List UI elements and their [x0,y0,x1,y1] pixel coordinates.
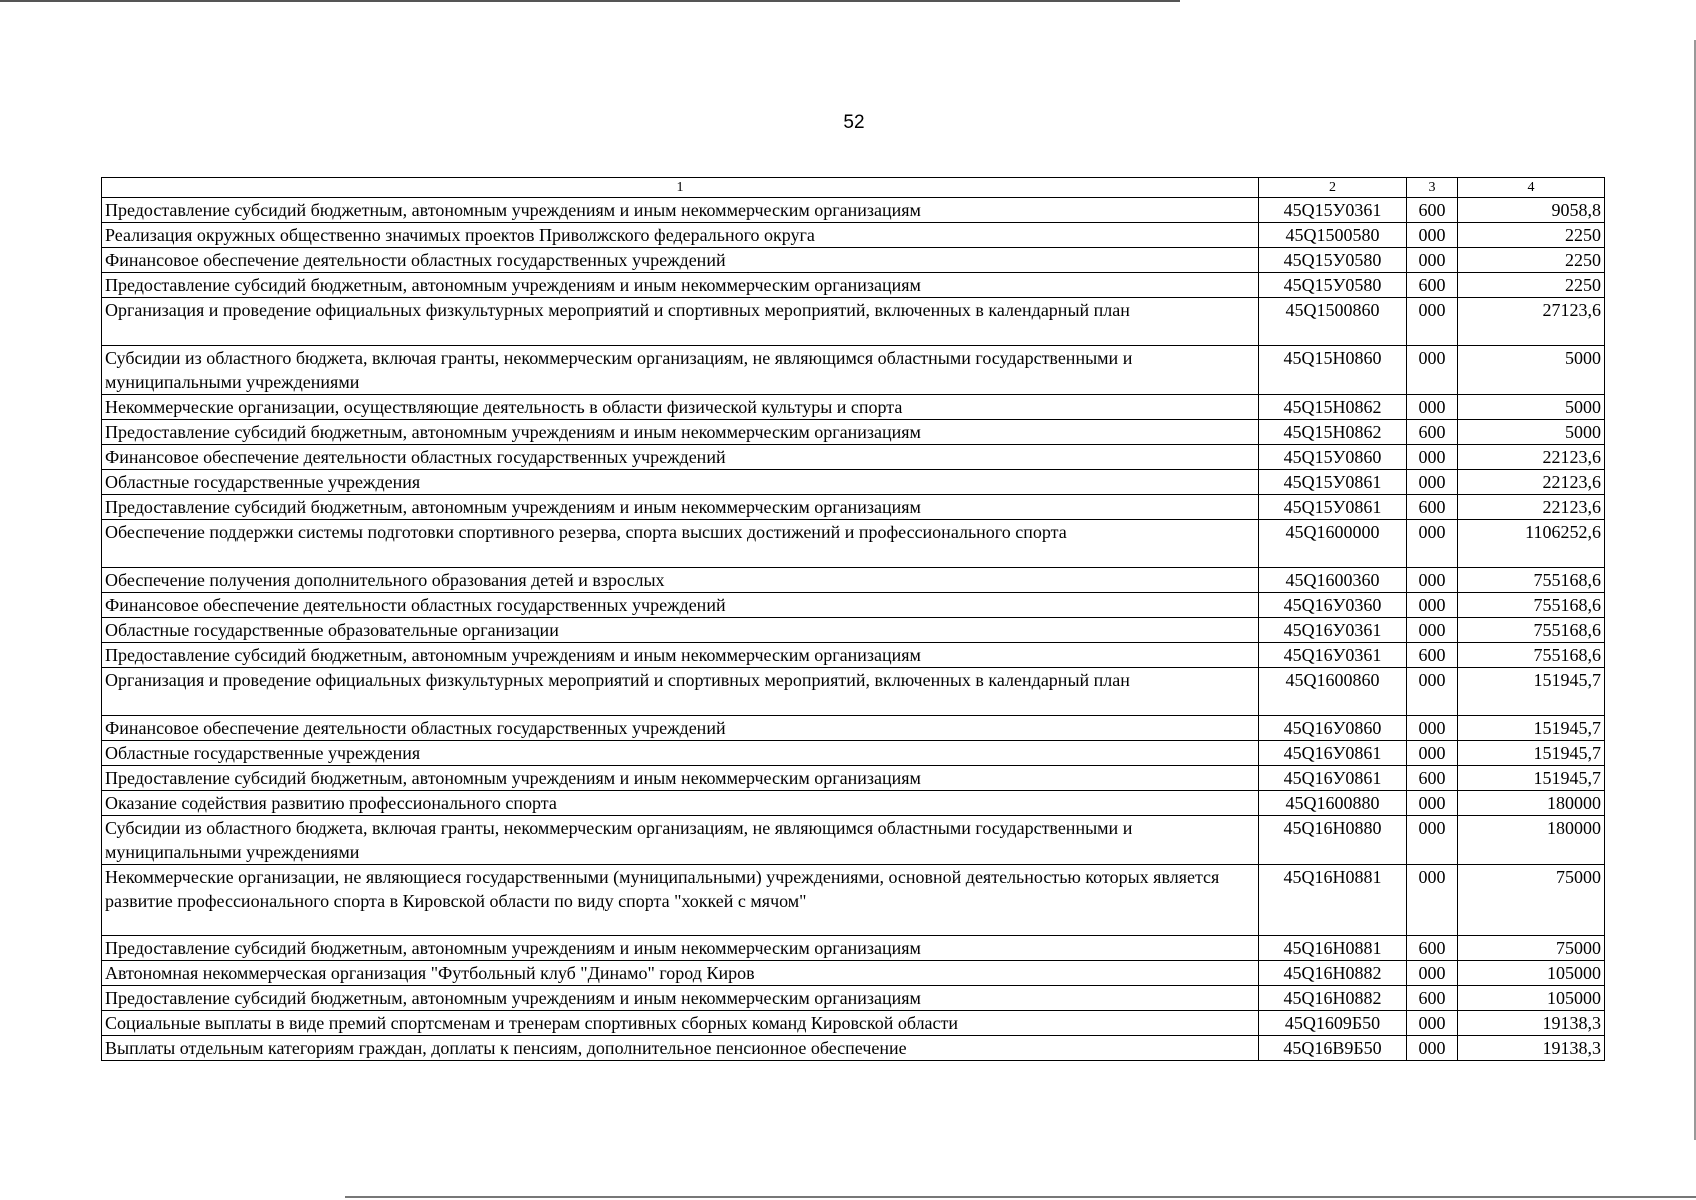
row-amount-cell: 151945,7 [1458,668,1605,716]
row-name-cell: Предоставление субсидий бюджетным, автономным учреждениям и иным некоммерческим организациям [102,198,1259,223]
row-kind-cell: 600 [1407,420,1458,445]
row-code-cell: 45Q16H0882 [1259,986,1407,1011]
row-code-cell: 45Q1500580 [1259,223,1407,248]
row-name-cell: Некоммерческие организации, осуществляющие деятельность в области физической культуры и спорта [102,395,1259,420]
row-name-cell: Некоммерческие организации, не являющиеся государственными (муниципальными) учреждениями, основной деятельностью которых является развитие профессионального спорта в Кировской области по виду спорта "хоккей с мячом" [102,865,1259,936]
row-kind-cell: 000 [1407,791,1458,816]
row-amount-cell: 151945,7 [1458,741,1605,766]
row-name-cell: Предоставление субсидий бюджетным, автономным учреждениям и иным некоммерческим организациям [102,643,1259,668]
page-number: 52 [843,112,865,133]
row-name-cell: Реализация окружных общественно значимых проектов Приволжского федерального округа [102,223,1259,248]
header-col-3: 3 [1407,178,1458,198]
row-kind-cell: 600 [1407,495,1458,520]
row-name-cell: Финансовое обеспечение деятельности областных государственных учреждений [102,445,1259,470]
row-amount-cell: 22123,6 [1458,495,1605,520]
table-row [102,273,1605,298]
row-name-cell: Финансовое обеспечение деятельности областных государственных учреждений [102,248,1259,273]
row-name-cell: Организация и проведение официальных физкультурных мероприятий и спортивных мероприятий, включенных в календарный план [102,298,1259,346]
table-row [102,1036,1605,1061]
row-name-cell: Предоставление субсидий бюджетным, автономным учреждениям и иным некоммерческим организациям [102,273,1259,298]
table-row [102,766,1605,791]
table-header-row [102,178,1605,198]
row-amount-cell: 5000 [1458,346,1605,395]
row-amount-cell: 19138,3 [1458,1011,1605,1036]
header-col-1: 1 [102,178,1259,198]
row-code-cell: 45Q1600360 [1259,568,1407,593]
row-kind-cell: 000 [1407,1036,1458,1061]
row-code-cell: 45Q15H0862 [1259,395,1407,420]
row-name-cell: Предоставление субсидий бюджетным, автономным учреждениям и иным некоммерческим организациям [102,986,1259,1011]
row-amount-cell: 105000 [1458,961,1605,986]
row-amount-cell: 19138,3 [1458,1036,1605,1061]
row-kind-cell: 000 [1407,716,1458,741]
table-row [102,346,1605,395]
table-row [102,593,1605,618]
row-code-cell: 45Q15У0580 [1259,273,1407,298]
row-kind-cell: 000 [1407,1011,1458,1036]
table-row [102,643,1605,668]
row-code-cell: 45Q16У0361 [1259,618,1407,643]
row-name-cell: Финансовое обеспечение деятельности областных государственных учреждений [102,716,1259,741]
row-code-cell: 45Q16H0880 [1259,816,1407,865]
table-row [102,716,1605,741]
row-amount-cell: 9058,8 [1458,198,1605,223]
table-row [102,470,1605,495]
scan-edge-bottom [345,1196,1696,1198]
row-name-cell: Субсидии из областного бюджета, включая гранты, некоммерческим организациям, не являющимся областными государственными и муниципальными учреждениями [102,346,1259,395]
row-amount-cell: 105000 [1458,986,1605,1011]
row-kind-cell: 000 [1407,865,1458,936]
table-row [102,618,1605,643]
row-kind-cell: 000 [1407,961,1458,986]
row-kind-cell: 000 [1407,593,1458,618]
table-row [102,223,1605,248]
budget-table [101,177,1605,1061]
row-code-cell: 45Q1600880 [1259,791,1407,816]
row-kind-cell: 600 [1407,198,1458,223]
row-name-cell: Обеспечение поддержки системы подготовки спортивного резерва, спорта высших достижений и профессионального спорта [102,520,1259,568]
row-code-cell: 45Q16У0861 [1259,766,1407,791]
row-code-cell: 45Q16H0881 [1259,865,1407,936]
row-amount-cell: 75000 [1458,865,1605,936]
table-row [102,986,1605,1011]
row-amount-cell: 755168,6 [1458,618,1605,643]
row-code-cell: 45Q16В9Б50 [1259,1036,1407,1061]
row-amount-cell: 5000 [1458,420,1605,445]
header-col-2: 2 [1259,178,1407,198]
row-amount-cell: 5000 [1458,395,1605,420]
row-name-cell: Субсидии из областного бюджета, включая гранты, некоммерческим организациям, не являющимся областными государственными и муниципальными учреждениями [102,816,1259,865]
row-kind-cell: 000 [1407,741,1458,766]
row-name-cell: Предоставление субсидий бюджетным, автономным учреждениям и иным некоммерческим организациям [102,936,1259,961]
row-name-cell: Выплаты отдельным категориям граждан, доплаты к пенсиям, дополнительное пенсионное обеспечение [102,1036,1259,1061]
row-name-cell: Областные государственные учреждения [102,741,1259,766]
scan-edge-top [0,0,1180,2]
row-code-cell: 45Q1609Б50 [1259,1011,1407,1036]
row-name-cell: Обеспечение получения дополнительного образования детей и взрослых [102,568,1259,593]
row-code-cell: 45Q16У0360 [1259,593,1407,618]
row-kind-cell: 600 [1407,273,1458,298]
row-name-cell: Предоставление субсидий бюджетным, автономным учреждениям и иным некоммерческим организациям [102,420,1259,445]
table-row [102,741,1605,766]
row-amount-cell: 180000 [1458,791,1605,816]
row-code-cell: 45Q15У0861 [1259,495,1407,520]
row-code-cell: 45Q16H0881 [1259,936,1407,961]
row-amount-cell: 27123,6 [1458,298,1605,346]
row-kind-cell: 600 [1407,986,1458,1011]
table-row [102,395,1605,420]
row-amount-cell: 1106252,6 [1458,520,1605,568]
row-name-cell: Автономная некоммерческая организация "Футбольный клуб "Динамо" город Киров [102,961,1259,986]
row-code-cell: 45Q15H0860 [1259,346,1407,395]
table-row [102,1011,1605,1036]
table-row [102,198,1605,223]
row-amount-cell: 2250 [1458,273,1605,298]
row-kind-cell: 000 [1407,668,1458,716]
row-name-cell: Областные государственные учреждения [102,470,1259,495]
row-name-cell: Оказание содействия развитию профессионального спорта [102,791,1259,816]
row-code-cell: 45Q16У0860 [1259,716,1407,741]
header-col-4: 4 [1458,178,1605,198]
row-amount-cell: 2250 [1458,248,1605,273]
table-row [102,445,1605,470]
row-amount-cell: 151945,7 [1458,716,1605,741]
row-amount-cell: 151945,7 [1458,766,1605,791]
row-kind-cell: 600 [1407,766,1458,791]
table-row [102,420,1605,445]
row-name-cell: Предоставление субсидий бюджетным, автономным учреждениям и иным некоммерческим организациям [102,495,1259,520]
row-code-cell: 45Q16H0882 [1259,961,1407,986]
row-kind-cell: 000 [1407,346,1458,395]
row-name-cell: Предоставление субсидий бюджетным, автономным учреждениям и иным некоммерческим организациям [102,766,1259,791]
row-code-cell: 45Q15У0860 [1259,445,1407,470]
row-kind-cell: 000 [1407,445,1458,470]
row-amount-cell: 75000 [1458,936,1605,961]
table-row [102,668,1605,716]
row-code-cell: 45Q1600860 [1259,668,1407,716]
row-kind-cell: 000 [1407,568,1458,593]
row-kind-cell: 000 [1407,298,1458,346]
row-name-cell: Социальные выплаты в виде премий спортсменам и тренерам спортивных сборных команд Кировской области [102,1011,1259,1036]
row-name-cell: Организация и проведение официальных физкультурных мероприятий и спортивных мероприятий, включенных в календарный план [102,668,1259,716]
table-row [102,568,1605,593]
row-amount-cell: 755168,6 [1458,593,1605,618]
row-code-cell: 45Q1500860 [1259,298,1407,346]
row-amount-cell: 180000 [1458,816,1605,865]
row-kind-cell: 000 [1407,223,1458,248]
table-row [102,248,1605,273]
table-row [102,865,1605,936]
row-kind-cell: 000 [1407,618,1458,643]
row-kind-cell: 000 [1407,395,1458,420]
row-kind-cell: 000 [1407,248,1458,273]
row-code-cell: 45Q15У0361 [1259,198,1407,223]
table-row [102,791,1605,816]
table-row [102,936,1605,961]
table-row [102,816,1605,865]
row-kind-cell: 000 [1407,520,1458,568]
row-name-cell: Финансовое обеспечение деятельности областных государственных учреждений [102,593,1259,618]
row-amount-cell: 22123,6 [1458,445,1605,470]
row-kind-cell: 000 [1407,816,1458,865]
row-code-cell: 45Q1600000 [1259,520,1407,568]
row-amount-cell: 755168,6 [1458,568,1605,593]
table-row [102,520,1605,568]
row-kind-cell: 600 [1407,643,1458,668]
row-amount-cell: 2250 [1458,223,1605,248]
table-row [102,961,1605,986]
row-code-cell: 45Q15У0580 [1259,248,1407,273]
table-row [102,495,1605,520]
row-amount-cell: 22123,6 [1458,470,1605,495]
row-amount-cell: 755168,6 [1458,643,1605,668]
table-row [102,298,1605,346]
row-kind-cell: 000 [1407,470,1458,495]
row-code-cell: 45Q15H0862 [1259,420,1407,445]
row-code-cell: 45Q16У0361 [1259,643,1407,668]
row-name-cell: Областные государственные образовательные организации [102,618,1259,643]
row-kind-cell: 600 [1407,936,1458,961]
row-code-cell: 45Q15У0861 [1259,470,1407,495]
row-code-cell: 45Q16У0861 [1259,741,1407,766]
